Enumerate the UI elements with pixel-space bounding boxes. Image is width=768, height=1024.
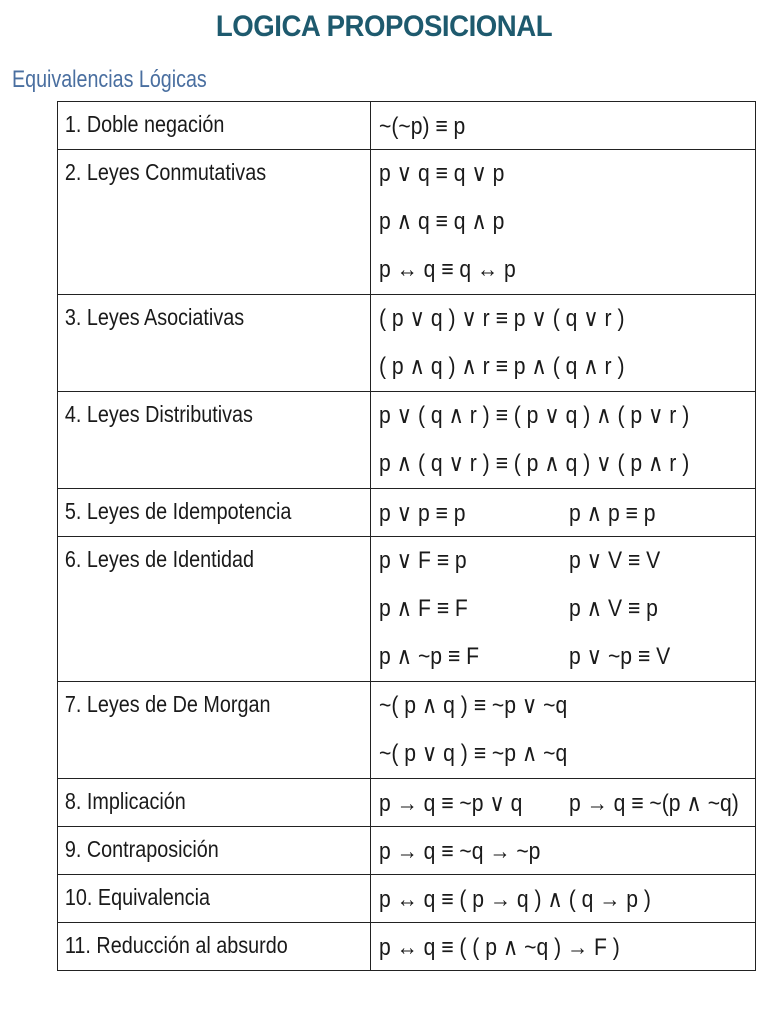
law-name-cell <box>58 779 371 827</box>
table-row <box>58 827 756 875</box>
formula-right: p ∧ V ≡ p <box>569 595 658 622</box>
formula-left: ~( p ∧ q ) ≡ ~p ∨ ~q <box>379 692 568 719</box>
law-name: 9. Contraposición <box>64 836 219 862</box>
law-name-cell <box>58 682 371 779</box>
section-subtitle: Equivalencias Lógicas <box>12 66 207 93</box>
formula-cell <box>371 923 756 971</box>
formula-left: p ∨ F ≡ p <box>379 547 467 574</box>
formula-line <box>371 102 755 149</box>
law-name-cell <box>58 875 371 923</box>
formula-line <box>371 585 755 633</box>
formula-right: p → q ≡ ~(p ∧ ~q) <box>569 790 739 817</box>
law-name-cell <box>58 827 371 875</box>
law-name: 7. Leyes de De Morgan <box>64 691 271 717</box>
formula-left: p ∧ F ≡ F <box>379 595 468 622</box>
formula-cell <box>371 489 756 537</box>
table-row <box>58 489 756 537</box>
law-name: 3. Leyes Asociativas <box>64 304 245 330</box>
formula-left: p ∨ p ≡ p <box>379 500 466 527</box>
formula-line <box>371 343 755 391</box>
formula-cell <box>371 392 756 489</box>
law-name-cell <box>58 392 371 489</box>
formula-line <box>371 150 755 198</box>
law-name-cell <box>58 489 371 537</box>
formula-cell <box>371 682 756 779</box>
formula-cell <box>371 779 756 827</box>
formula-line <box>371 537 755 585</box>
formula-line <box>371 198 755 246</box>
formula-left: ( p ∧ q ) ∧ r ≡ p ∧ ( q ∧ r ) <box>379 353 625 380</box>
formula-left: p ↔ q ≡ q ↔ p <box>379 256 516 283</box>
law-name: 8. Implicación <box>64 788 186 814</box>
law-name: 10. Equivalencia <box>64 884 211 910</box>
equivalences-table <box>57 101 756 971</box>
formula-line <box>371 392 755 440</box>
table-row <box>58 150 756 295</box>
formula-line <box>371 633 755 681</box>
law-name: 6. Leyes de Identidad <box>64 546 255 572</box>
formula-line <box>371 827 755 874</box>
law-name: 2. Leyes Conmutativas <box>64 159 267 185</box>
formula-left: p ∨ q ≡ q ∨ p <box>379 160 505 187</box>
formula-left: ~(~p) ≡ p <box>379 113 466 140</box>
law-name-cell <box>58 102 371 150</box>
formula-cell <box>371 537 756 682</box>
formula-cell <box>371 875 756 923</box>
formula-right: p ∨ V ≡ V <box>569 547 661 574</box>
formula-line <box>371 875 755 922</box>
formula-line <box>371 440 755 488</box>
law-name-cell <box>58 923 371 971</box>
formula-left: p ∧ ~p ≡ F <box>379 643 479 670</box>
formula-cell <box>371 827 756 875</box>
law-name: 5. Leyes de Idempotencia <box>64 498 292 524</box>
formula-line <box>371 779 755 826</box>
formula-left: p ↔ q ≡ ( p → q ) ∧ ( q → p ) <box>379 886 651 913</box>
formula-left: ( p ∨ q ) ∨ r ≡ p ∨ ( q ∨ r ) <box>379 305 625 332</box>
formula-cell <box>371 102 756 150</box>
table-row <box>58 779 756 827</box>
table-row <box>58 923 756 971</box>
formula-left: p → q ≡ ~p ∨ q <box>379 790 523 817</box>
law-name: 11. Reducción al absurdo <box>64 932 288 958</box>
table-row <box>58 392 756 489</box>
formula-line <box>371 489 755 536</box>
formula-left: p ∧ q ≡ q ∧ p <box>379 208 505 235</box>
law-name-cell <box>58 150 371 295</box>
formula-left: p ∧ ( q ∨ r ) ≡ ( p ∧ q ) ∨ ( p ∧ r ) <box>379 450 690 477</box>
formula-left: p ↔ q ≡ ( ( p ∧ ~q ) → F ) <box>379 934 620 961</box>
law-name: 1. Doble negación <box>64 111 225 137</box>
law-name-cell <box>58 295 371 392</box>
table-row <box>58 537 756 682</box>
formula-line <box>371 923 755 970</box>
table-row <box>58 875 756 923</box>
formula-right: p ∧ p ≡ p <box>569 500 656 527</box>
formula-right: p ∨ ~p ≡ V <box>569 643 671 670</box>
table-row <box>58 682 756 779</box>
formula-left: ~( p ∨ q ) ≡ ~p ∧ ~q <box>379 740 568 767</box>
formula-line <box>371 295 755 343</box>
formula-left: p ∨ ( q ∧ r ) ≡ ( p ∨ q ) ∧ ( p ∨ r ) <box>379 402 690 429</box>
law-name: 4. Leyes Distributivas <box>64 401 253 427</box>
formula-cell <box>371 295 756 392</box>
formula-line <box>371 730 755 778</box>
formula-left: p → q ≡ ~q → ~p <box>379 838 541 865</box>
formula-cell <box>371 150 756 295</box>
table-row <box>58 295 756 392</box>
formula-line <box>371 246 755 294</box>
formula-line <box>371 682 755 730</box>
table-row <box>58 102 756 150</box>
law-name-cell <box>58 537 371 682</box>
page-title: LOGICA PROPOSICIONAL <box>215 10 553 43</box>
